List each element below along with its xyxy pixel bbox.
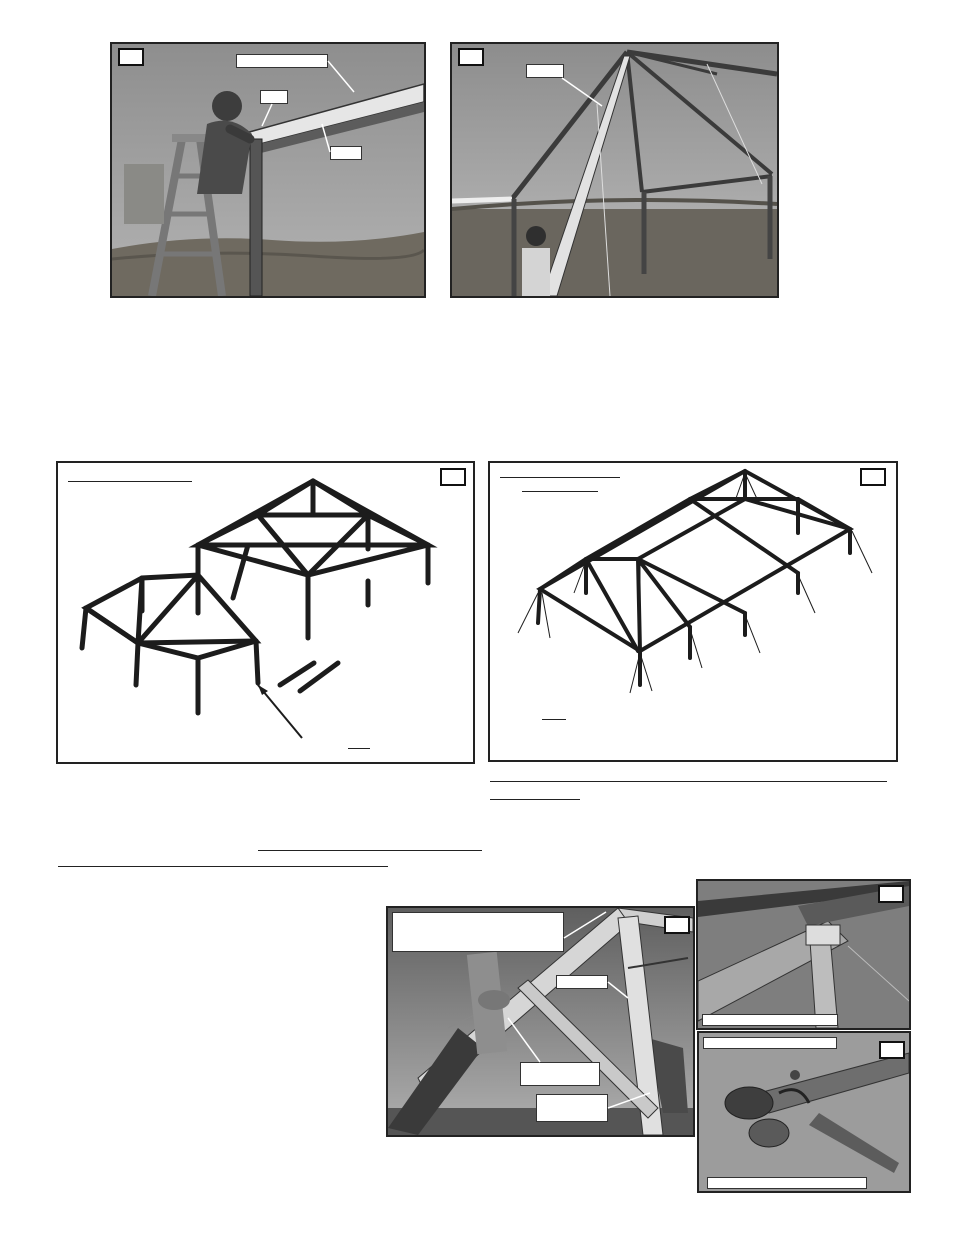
callout-arrows (452, 44, 777, 296)
label-box (702, 1014, 838, 1026)
instruction-underline (490, 781, 887, 782)
label-box (703, 1037, 837, 1049)
photo-gable-peak (386, 906, 695, 1137)
drawing-two-frames (56, 461, 475, 764)
step-number-box (879, 1041, 905, 1059)
label-box (707, 1177, 867, 1189)
photo-ladder-purlin (110, 42, 426, 298)
step-number-box (878, 885, 904, 903)
callout-arrows (112, 44, 424, 296)
photo-fitting-closeup (696, 879, 911, 1030)
instruction-underline (490, 799, 580, 800)
frame-line-art (58, 463, 473, 762)
photo-fitting-closeup-art (698, 881, 909, 1028)
photo-hardware-closeup (697, 1031, 911, 1193)
frame-line-art (490, 463, 896, 760)
callout-arrows (388, 908, 693, 1135)
instruction-underline (258, 850, 482, 851)
photo-hardware-closeup-art (699, 1033, 909, 1191)
photo-center-pole (450, 42, 779, 298)
drawing-long-frame (488, 461, 898, 762)
instruction-underline (58, 866, 388, 867)
